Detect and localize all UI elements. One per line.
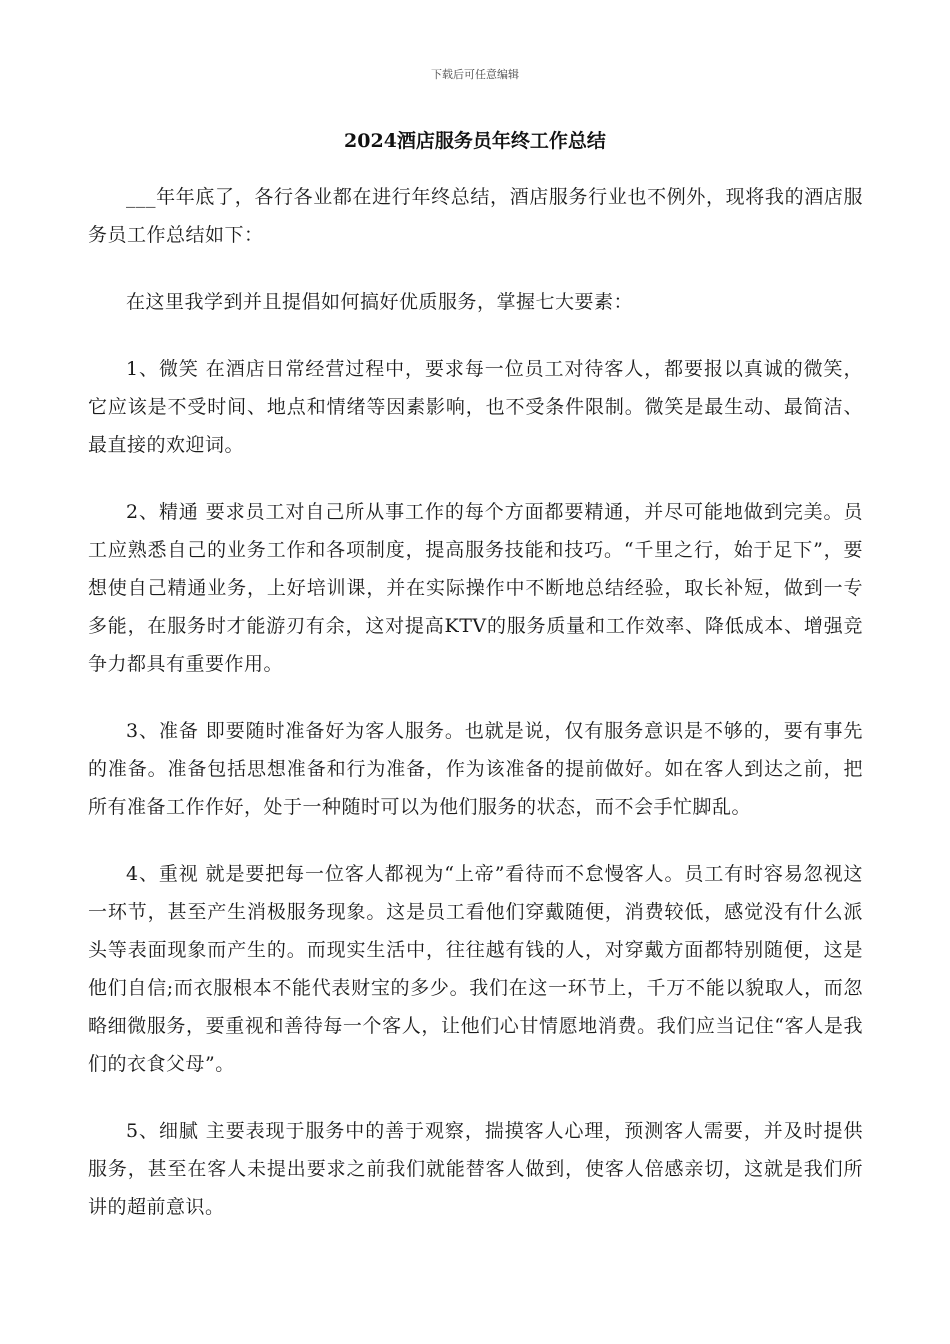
- paragraph-attention: 4、重视 就是要把每一位客人都视为“上帝”看待而不怠慢客人。员工有时容易忽视这一环节，甚至产生消极服务现象。这是员工看他们穿戴随便，消费较低，感觉没有什么派头等表面现象而产生的。而现实生活中，往往越有钱的人，对穿戴方面都特别随便，这是他们自信;而衣服根本不能代表财宝的多少。我们在这一环节上，千万不能以貌取人，而忽略细微服务，要重视和善待每一个客人，让他们心甘情愿地消费。我们应当记住“客人是我们的衣食父母”。: [88, 863, 863, 1075]
- document-title: 2024酒店服务员年终工作总结: [344, 130, 606, 152]
- paragraph-attentiveness: 5、细腻 主要表现于服务中的善于观察，揣摸客人心理，预测客人需要，并及时提供服务，甚至在客人未提出要求之前我们就能替客人做到，使客人倍感亲切，这就是我们所讲的超前意识。: [88, 1120, 863, 1218]
- paragraph-elements-intro: 在这里我学到并且提倡如何搞好优质服务，掌握七大要素：: [126, 291, 634, 313]
- paragraph-intro: ___年年底了，各行各业都在进行年终总结，酒店服务行业也不例外，现将我的酒店服务员工作总结如下：: [88, 186, 863, 246]
- document-body: [88, 178, 863, 1255]
- paragraph-proficiency: 2、精通 要求员工对自己所从事工作的每个方面都要精通，并尽可能地做到完美。员工应熟悉自己的业务工作和各项制度，提高服务技能和技巧。“千里之行，始于足下”，要想使自己精通业务，上好培训课，并在实际操作中不断地总结经验，取长补短，做到一专多能，在服务时才能游刃有余，这对提高KTV的服务质量和工作效率、降低成本、增强竞争力都具有重要作用。: [88, 501, 863, 675]
- paragraph-preparation: 3、准备 即要随时准备好为客人服务。也就是说，仅有服务意识是不够的，要有事先的准备。准备包括思想准备和行为准备，作为该准备的提前做好。如在客人到达之前，把所有准备工作作好，处于一种随时可以为他们服务的状态，而不会手忙脚乱。: [88, 720, 863, 818]
- header-note: 下载后可任意编辑: [431, 68, 519, 81]
- paragraph-smile: 1、微笑 在酒店日常经营过程中，要求每一位员工对待客人，都要报以真诚的微笑，它应该是不受时间、地点和情绪等因素影响，也不受条件限制。微笑是最生动、最简洁、最直接的欢迎词。: [88, 358, 863, 456]
